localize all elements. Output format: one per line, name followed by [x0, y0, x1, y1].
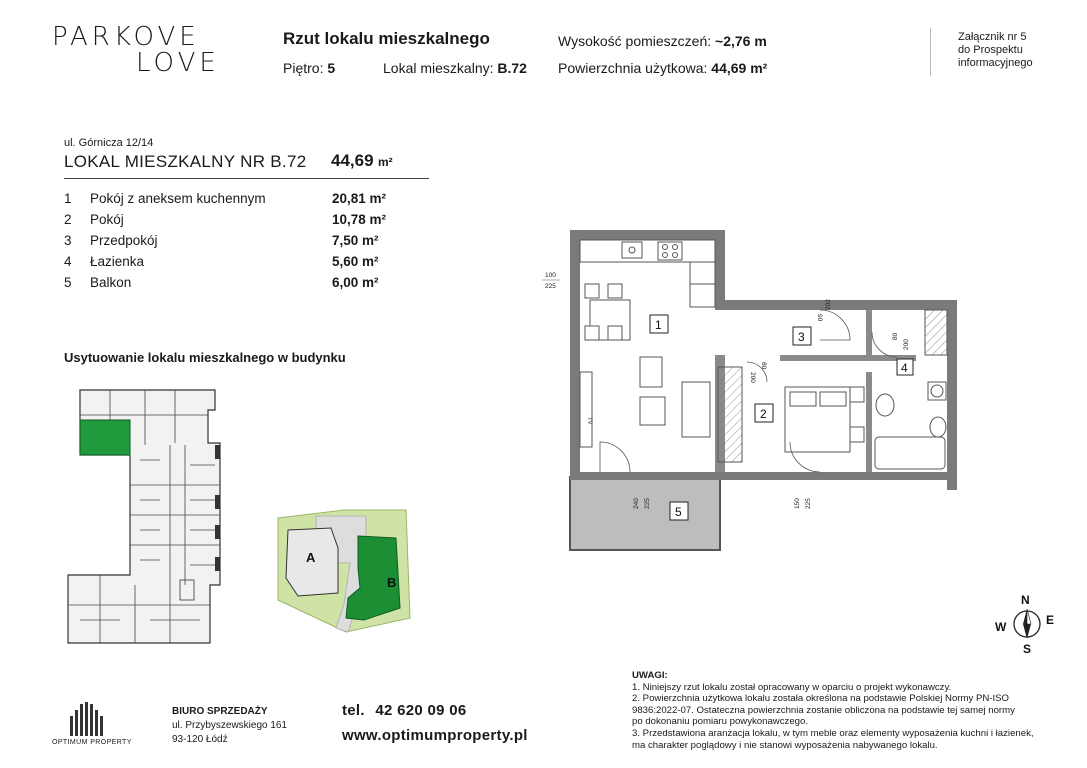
brand-line-2: LOVE — [136, 48, 220, 78]
header-divider — [930, 28, 931, 76]
unit-total-area-value: 44,69 — [331, 151, 374, 170]
unit-info — [383, 60, 527, 76]
nightstand-icon — [850, 387, 864, 402]
room-label-1: 1 — [655, 318, 662, 332]
room-row — [64, 275, 424, 295]
compass-south: S — [1023, 642, 1032, 656]
dim-label: 80 — [892, 332, 899, 340]
room-number: 2 — [64, 212, 72, 227]
site-plan — [276, 508, 412, 636]
dim-label: 225 — [545, 283, 556, 290]
kitchen-counter — [580, 240, 715, 262]
height-info — [558, 33, 767, 49]
room-label-4: 4 — [901, 361, 908, 375]
note-line: 3. Przedstawiona aranżacja lokalu, w tym meble oraz elementy wyposażenia kuchni i łazienek, — [632, 727, 1034, 739]
pillow-icon — [820, 392, 846, 406]
room-label-5: 5 — [675, 505, 682, 519]
office-street: ul. Przybyszewskiego 161 — [172, 720, 288, 731]
unit-total-area — [331, 151, 393, 171]
room-name: Balkon — [90, 275, 132, 290]
wardrobe-icon — [718, 367, 742, 462]
height-label: Wysokość pomieszczeń: — [558, 33, 712, 49]
phone-label: tel. — [342, 702, 365, 719]
height-value: ~2,76 m — [715, 33, 767, 49]
compass-east: E — [1046, 613, 1055, 627]
room-area: 20,81 m² — [332, 191, 387, 206]
balcony-mark — [215, 557, 220, 571]
room-list — [64, 191, 434, 301]
room-label-2: 2 — [760, 407, 767, 421]
room-area: 7,50 m² — [332, 233, 379, 248]
room-row — [64, 212, 424, 232]
floor-plan — [530, 222, 975, 562]
balcony-area — [570, 477, 720, 550]
building-a-label: A — [306, 550, 316, 565]
highlighted-unit — [80, 420, 130, 455]
sofa-icon — [682, 382, 710, 437]
room-number: 4 — [64, 254, 72, 269]
nightstand-icon — [850, 427, 864, 442]
usable-area-value: 44,69 m² — [711, 60, 768, 76]
note-line: po dokonaniu pomiaru powykonawczego. — [632, 716, 808, 728]
room-number: 5 — [64, 275, 72, 290]
unit-title: LOKAL MIESZKALNY NR B.72 — [64, 152, 307, 171]
usable-area-info — [558, 60, 767, 76]
room-name: Pokój — [90, 212, 124, 227]
building-b-label: B — [387, 575, 397, 590]
floor-info — [283, 60, 335, 76]
room-name: Pokój z aneksem kuchennym — [90, 191, 266, 206]
unit-title-rule — [64, 178, 429, 179]
unit-total-area-unit: m² — [378, 155, 393, 169]
balcony-mark — [215, 525, 220, 539]
brand-logo — [52, 24, 220, 76]
attachment-line-2: do Prospektu — [958, 44, 1023, 56]
company-name: OPTIMUM PROPERTY — [52, 739, 132, 746]
room-name: Przedpokój — [90, 233, 158, 248]
page-title: Rzut lokalu mieszkalnego — [283, 29, 490, 48]
room-area: 6,00 m² — [332, 275, 379, 290]
dim-label: 200 — [749, 372, 756, 383]
dim-label: 100 — [545, 272, 556, 279]
note-line: 9836:2022-07. Ostateczna powierzchnia zostanie obliczona na podstawie tej samej normy — [632, 704, 1015, 716]
compass-north: N — [1021, 593, 1030, 607]
unit-value: B.72 — [497, 60, 527, 76]
coffee-table-icon — [640, 397, 665, 425]
note-line: 1. Niniejszy rzut lokalu został opracowany w oparciu o projekt wykonawczy. — [632, 681, 952, 693]
bathtub-icon — [875, 437, 945, 469]
attachment-line-1: Załącznik nr 5 — [958, 31, 1027, 43]
sink-icon — [622, 242, 642, 258]
notes-title: UWAGI: — [632, 670, 668, 681]
room-number: 3 — [64, 233, 72, 248]
unit-address: ul. Górnicza 12/14 — [64, 137, 154, 149]
dim-label: 90 — [816, 314, 823, 322]
pillow-icon — [790, 392, 816, 406]
room-name: Łazienka — [90, 254, 145, 269]
dim-label: 202 — [825, 299, 832, 310]
dim-label: 225 — [805, 498, 812, 509]
notes — [632, 670, 1072, 751]
unit-label: Lokal mieszkalny: — [383, 60, 494, 76]
dim-label: 240 — [633, 498, 640, 509]
balcony-mark — [215, 445, 220, 459]
building-floor-map — [60, 385, 230, 655]
phone-number[interactable]: 42 620 09 06 — [375, 702, 467, 719]
phone[interactable] — [342, 702, 467, 719]
attachment-line-3: informacyjnego — [958, 57, 1033, 69]
floor-value: 5 — [327, 60, 336, 76]
room-area: 5,60 m² — [332, 254, 379, 269]
shower-cabinet-icon — [925, 310, 947, 355]
toilet-icon — [930, 417, 946, 437]
room-label-3: 3 — [798, 330, 805, 344]
compass-icon — [994, 592, 1060, 656]
tv-label: TV — [586, 417, 592, 425]
dim-label: 150 — [794, 498, 801, 509]
usable-area-label: Powierzchnia użytkowa: — [558, 60, 708, 76]
room-row — [64, 233, 424, 253]
optimum-logo-icon — [68, 702, 108, 736]
balcony-mark — [215, 495, 220, 509]
compass-west: W — [995, 620, 1007, 634]
dim-label: 80 — [760, 362, 767, 370]
office-title: BIURO SPRZEDAŻY — [172, 706, 268, 717]
brand-line-1: PARKOVE — [52, 22, 200, 52]
tv-stand-icon — [580, 372, 592, 447]
location-title: Usytuowanie lokalu mieszkalnego w budynku — [64, 350, 346, 365]
dim-label: 225 — [644, 498, 651, 509]
room-row — [64, 191, 424, 211]
attachment-note — [958, 31, 1033, 70]
room-number: 1 — [64, 191, 72, 206]
floor-label: Piętro: — [283, 60, 324, 76]
washbasin-icon — [876, 394, 894, 416]
room-row — [64, 254, 424, 274]
office-city: 93-120 Łódź — [172, 734, 228, 745]
note-line: ma charakter poglądowy i nie stanowi wyposażenia nabywanego lokalu. — [632, 739, 938, 751]
armchair-icon — [640, 357, 662, 387]
cooktop-icon — [658, 242, 682, 260]
website-link[interactable]: www.optimumproperty.pl — [342, 727, 528, 744]
note-line: 2. Powierzchnia użytkowa lokalu została określona na podstawie Polskiej Normy PN-ISO — [632, 693, 1009, 705]
room-area: 10,78 m² — [332, 212, 387, 227]
dim-label: 200 — [903, 339, 910, 350]
